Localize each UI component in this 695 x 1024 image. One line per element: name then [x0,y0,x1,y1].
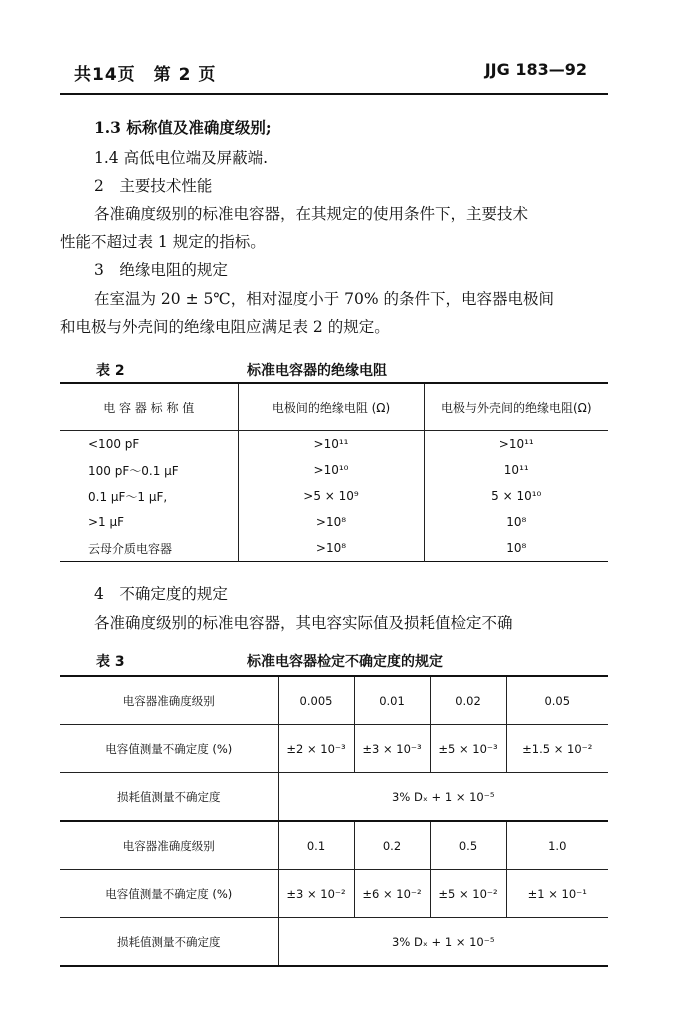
paragraph-3-line-1: 各准确度级别的标准电容器，其电容实际值及损耗值检定不确 [94,614,513,632]
table-row [60,431,608,458]
level-cell: 0.5 [430,821,506,870]
level-cell: 0.01 [354,676,430,725]
table-header-row [60,383,608,431]
header-rule [60,93,608,95]
loss-uncertainty-cell: 3% Dₓ + 1 × 10⁻⁵ [278,773,608,822]
cap-uncertainty-cell: ±1.5 × 10⁻² [506,725,608,773]
paragraph-1-line-1: 各准确度级别的标准电容器，在其规定的使用条件下，主要技术 [94,205,529,223]
clause-1-4: 1.4 高低电位端及屏蔽端. [94,149,269,167]
table-row [60,918,608,967]
row-label: 电容器准确度级别 [60,821,278,870]
row-label: 电容器准确度级别 [60,676,278,725]
header-electrode-to-case: 电极与外壳间的绝缘电阻(Ω) [424,383,608,431]
table-row [60,509,608,535]
nominal-cell: >1 μF [88,515,125,529]
cap-uncertainty-cell: ±2 × 10⁻³ [278,725,354,773]
paragraph-2-line-1: 在室温为 20 ± 5℃，相对湿度小于 70% 的条件下，电容器电极间 [94,290,554,308]
resistance-cell: 10⁸ [424,535,608,562]
table-row [60,725,608,773]
table-3-title: 标准电容器检定不确定度的规定 [247,654,443,670]
uncertainty-table [60,675,608,967]
resistance-cell: >10¹¹ [424,431,608,458]
cap-uncertainty-cell: ±3 × 10⁻² [278,870,354,918]
paragraph-1-line-2: 性能不超过表 1 规定的指标。 [60,233,266,251]
cap-uncertainty-cell: ±1 × 10⁻¹ [506,870,608,918]
table-2-title: 标准电容器的绝缘电阻 [247,363,387,379]
cap-uncertainty-cell: ±3 × 10⁻³ [354,725,430,773]
resistance-cell: >10⁸ [238,509,424,535]
row-label: 损耗值测量不确定度 [60,773,278,822]
row-label: 电容值测量不确定度 (%) [60,870,278,918]
loss-uncertainty-cell: 3% Dₓ + 1 × 10⁻⁵ [278,918,608,967]
level-cell: 0.1 [278,821,354,870]
header-inter-electrode: 电极间的绝缘电阻 (Ω) [238,383,424,431]
nominal-cell: 0.1 μF～1 μF, [88,489,168,504]
table-row [60,773,608,822]
cap-uncertainty-cell: ±5 × 10⁻² [430,870,506,918]
resistance-cell: >10⁸ [238,535,424,562]
cap-uncertainty-cell: ±6 × 10⁻² [354,870,430,918]
section-2-heading: 2 主要技术性能 [94,177,213,195]
level-cell: 0.02 [430,676,506,725]
table-row [60,821,608,870]
table-row [60,535,608,562]
section-4-heading: 4 不确定度的规定 [94,585,228,603]
level-cell: 0.005 [278,676,354,725]
clause-1-3: 1.3 标称值及准确度级别; [94,118,272,137]
cap-uncertainty-cell: ±5 × 10⁻³ [430,725,506,773]
table-row [60,870,608,918]
standard-code: JJG 183—92 [484,60,587,79]
resistance-cell: 10⁸ [424,509,608,535]
level-cell: 0.05 [506,676,608,725]
page-count: 共14页 第 2 页 [74,65,217,85]
table-row [60,483,608,509]
nominal-cell: 云母介质电容器 [88,541,173,556]
resistance-cell: >10¹¹ [238,431,424,458]
row-label: 损耗值测量不确定度 [60,918,278,967]
paragraph-2-line-2: 和电极与外壳间的绝缘电阻应满足表 2 的规定。 [60,318,390,336]
row-label: 电容值测量不确定度 (%) [60,725,278,773]
insulation-resistance-table [60,382,608,562]
header-nominal-value: 电 容 器 标 称 值 [60,383,238,431]
nominal-cell: <100 pF [88,437,140,451]
level-cell: 1.0 [506,821,608,870]
level-cell: 0.2 [354,821,430,870]
resistance-cell: 10¹¹ [424,457,608,483]
table-row [60,457,608,483]
table-2-label: 表 2 [96,363,125,379]
resistance-cell: >10¹⁰ [238,457,424,483]
table-3-label: 表 3 [96,654,125,670]
section-3-heading: 3 绝缘电阻的规定 [94,261,228,279]
resistance-cell: 5 × 10¹⁰ [424,483,608,509]
table-row [60,676,608,725]
nominal-cell: 100 pF～0.1 μF [88,463,179,478]
resistance-cell: >5 × 10⁹ [238,483,424,509]
